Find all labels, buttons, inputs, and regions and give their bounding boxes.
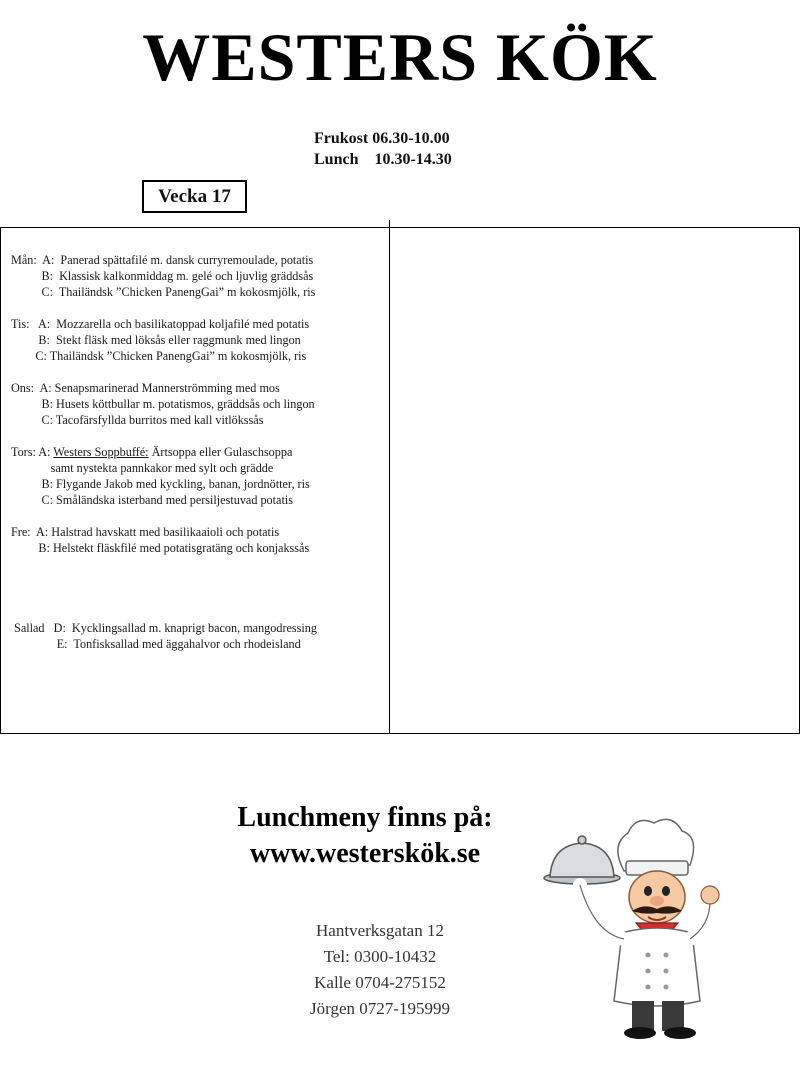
menu-line: Tis: A: Mozzarella och basilikatoppad koljafilé med potatis (11, 317, 310, 331)
menu-line: Sallad D: Kycklingsallad m. knaprigt bacon, mangodressing (11, 621, 317, 635)
column-divider (389, 220, 390, 734)
hours-time: 06.30-10.00 (372, 130, 450, 147)
website-heading: Lunchmeny finns på: (237, 802, 493, 833)
contact-info (270, 918, 490, 1022)
menu-line: B: Klassisk kalkonmiddag m. gelé och ljuvlig gräddsås (11, 269, 314, 283)
menu-table (0, 227, 800, 734)
soup-buffet-label: Westers Soppbuffé: (53, 445, 149, 459)
menu-line: C: Småländska isterband med persiljestuvad potatis (11, 493, 293, 507)
restaurant-title: WESTERS KÖK (142, 19, 658, 95)
hours-lunch (314, 149, 452, 170)
menu-line: B: Helstekt fläskfilé med potatisgratäng och konjakssås (11, 541, 310, 555)
menu-line: E: Tonfisksallad med äggahalvor och rhodeisland (11, 637, 301, 651)
menu-line: C: Tacofärsfyllda burritos med kall vitlökssås (11, 413, 264, 427)
hours-time: 10.30-14.30 (374, 151, 452, 168)
website-link[interactable]: www.westerskök.se (249, 838, 481, 869)
menu-line: B: Husets köttbullar m. potatismos, gräddsås och lingon (11, 397, 315, 411)
menu-day-prefix: Tors: A: (11, 445, 54, 459)
menu-line (11, 444, 387, 460)
menu-line: B: Flygande Jakob med kyckling, banan, jordnötter, ris (11, 477, 310, 491)
menu-line: C: Thailändsk ”Chicken PanengGai” m kokosmjölk, ris (11, 349, 307, 363)
menu-line: Fre: A: Halstrad havskatt med basilikaaioli och potatis (11, 525, 280, 539)
menu-line: B: Stekt fläsk med löksås eller raggmunk med lingon (11, 333, 301, 347)
menu-line: samt nystekta pannkakor med sylt och grädde (11, 461, 274, 475)
menu-list (11, 252, 387, 652)
week-badge (142, 180, 247, 213)
hours-label: Lunch (314, 151, 359, 168)
hours-breakfast (314, 128, 452, 149)
phone: Tel: 0300-10432 (323, 947, 437, 966)
week-label: Vecka 17 (158, 185, 231, 207)
opening-hours (314, 128, 452, 170)
contact-kalle: Kalle 0704-275152 (314, 973, 446, 992)
menu-dish: Ärtsoppa eller Gulaschsoppa (148, 445, 293, 459)
hours-label: Frukost (314, 130, 369, 147)
website-notice (210, 800, 520, 872)
chef-illustration (540, 815, 730, 1045)
menu-line: Mån: A: Panerad spättafilé m. dansk curryremoulade, potatis (11, 253, 314, 267)
contact-jorgen: Jörgen 0727-195999 (310, 999, 450, 1018)
menu-line: C: Thailändsk ”Chicken PanengGai” m kokosmjölk, ris (11, 285, 316, 299)
address: Hantverksgatan 12 (316, 921, 444, 940)
menu-line: Ons: A: Senapsmarinerad Mannerströmming med mos (11, 381, 280, 395)
